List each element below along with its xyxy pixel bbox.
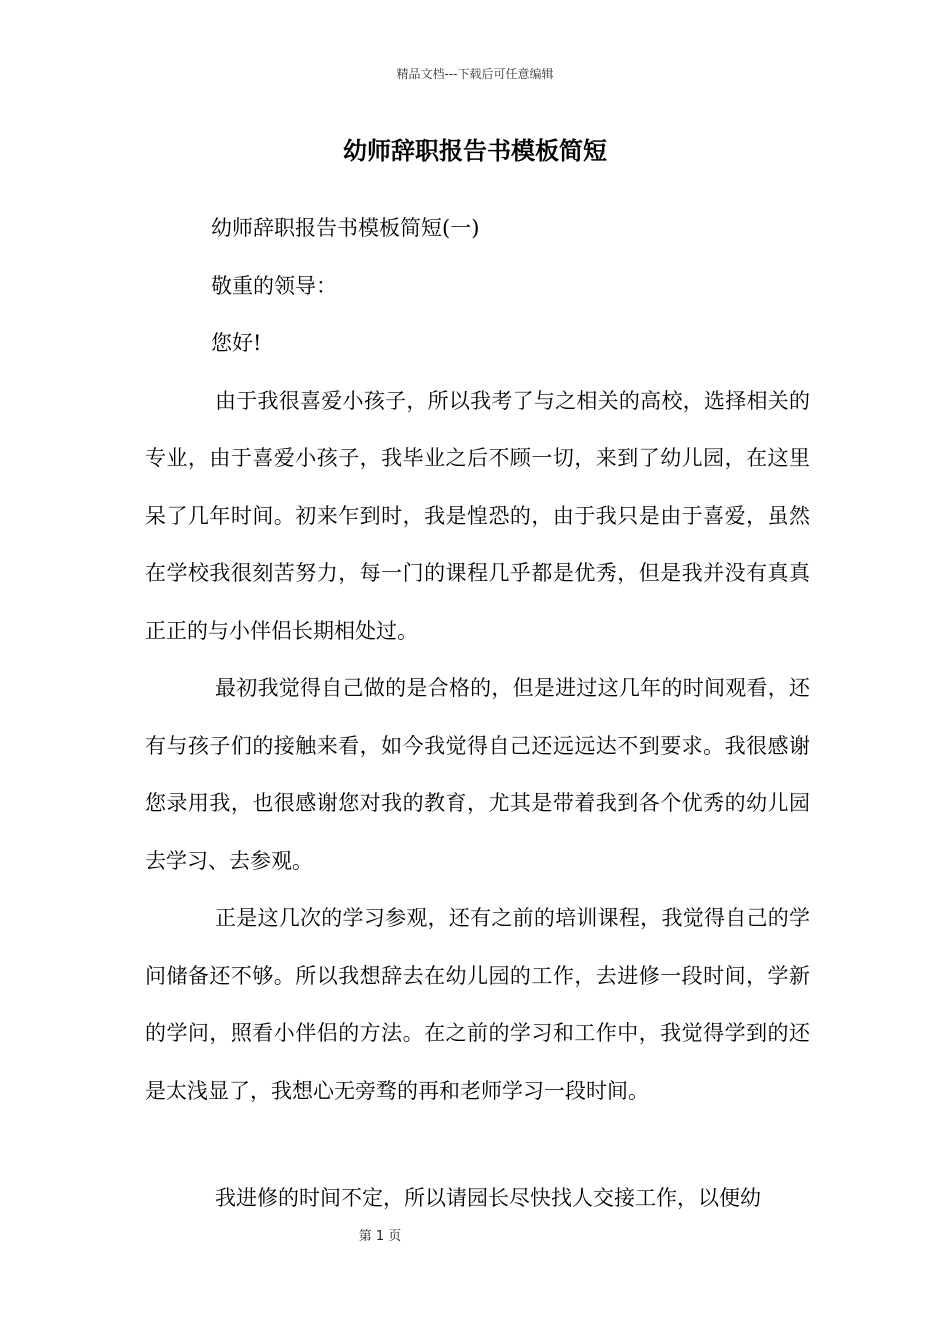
document-title: 幼师辞职报告书模板简短 <box>343 136 607 165</box>
paragraph-3: 正是这几次的学习参观，还有之前的培训课程，我觉得自己的学问储备还不够。所以我想辞去在幼儿园的工作，去进修一段时间，学新的学问，照看小伴侣的方法。在之前的学习和工作中，我觉得学到的还是太浅显了，我想心无旁骛的再和老师学习一段时间。 <box>145 906 810 1103</box>
greeting: 您好! <box>211 331 262 355</box>
paragraph-1: 由于我很喜爱小孩子，所以我考了与之相关的高校，选择相关的专业，由于喜爱小孩子，我毕业之后不顾一切，来到了幼儿园，在这里呆了几年时间。初来乍到时，我是惶恐的，由于我只是由于喜爱，虽然在学校我很刻苦努力，每一门的课程几乎都是优秀，但是我并没有真真正正的与小伴侣长期相处过。 <box>145 388 810 643</box>
document-subtitle: 幼师辞职报告书模板简短(一) <box>211 216 480 240</box>
salutation: 敬重的领导： <box>211 273 337 298</box>
page-header: 精品文档---下载后可任意编辑 <box>396 67 554 81</box>
page-number: 第 1 页 <box>358 1229 402 1244</box>
paragraph-4: 我进修的时间不定，所以请园长尽快找人交接工作，以便幼 <box>215 1186 761 1210</box>
paragraph-gap <box>145 1120 810 1170</box>
paragraph-2: 最初我觉得自己做的是合格的，但是进过这几年的时间观看，还有与孩子们的接触来看，如今我觉得自己还远远达不到要求。我很感谢您录用我，也很感谢您对我的教育，尤其是带着我到各个优秀的幼儿园去学习、去参观。 <box>145 676 810 873</box>
document-body <box>145 200 810 1228</box>
